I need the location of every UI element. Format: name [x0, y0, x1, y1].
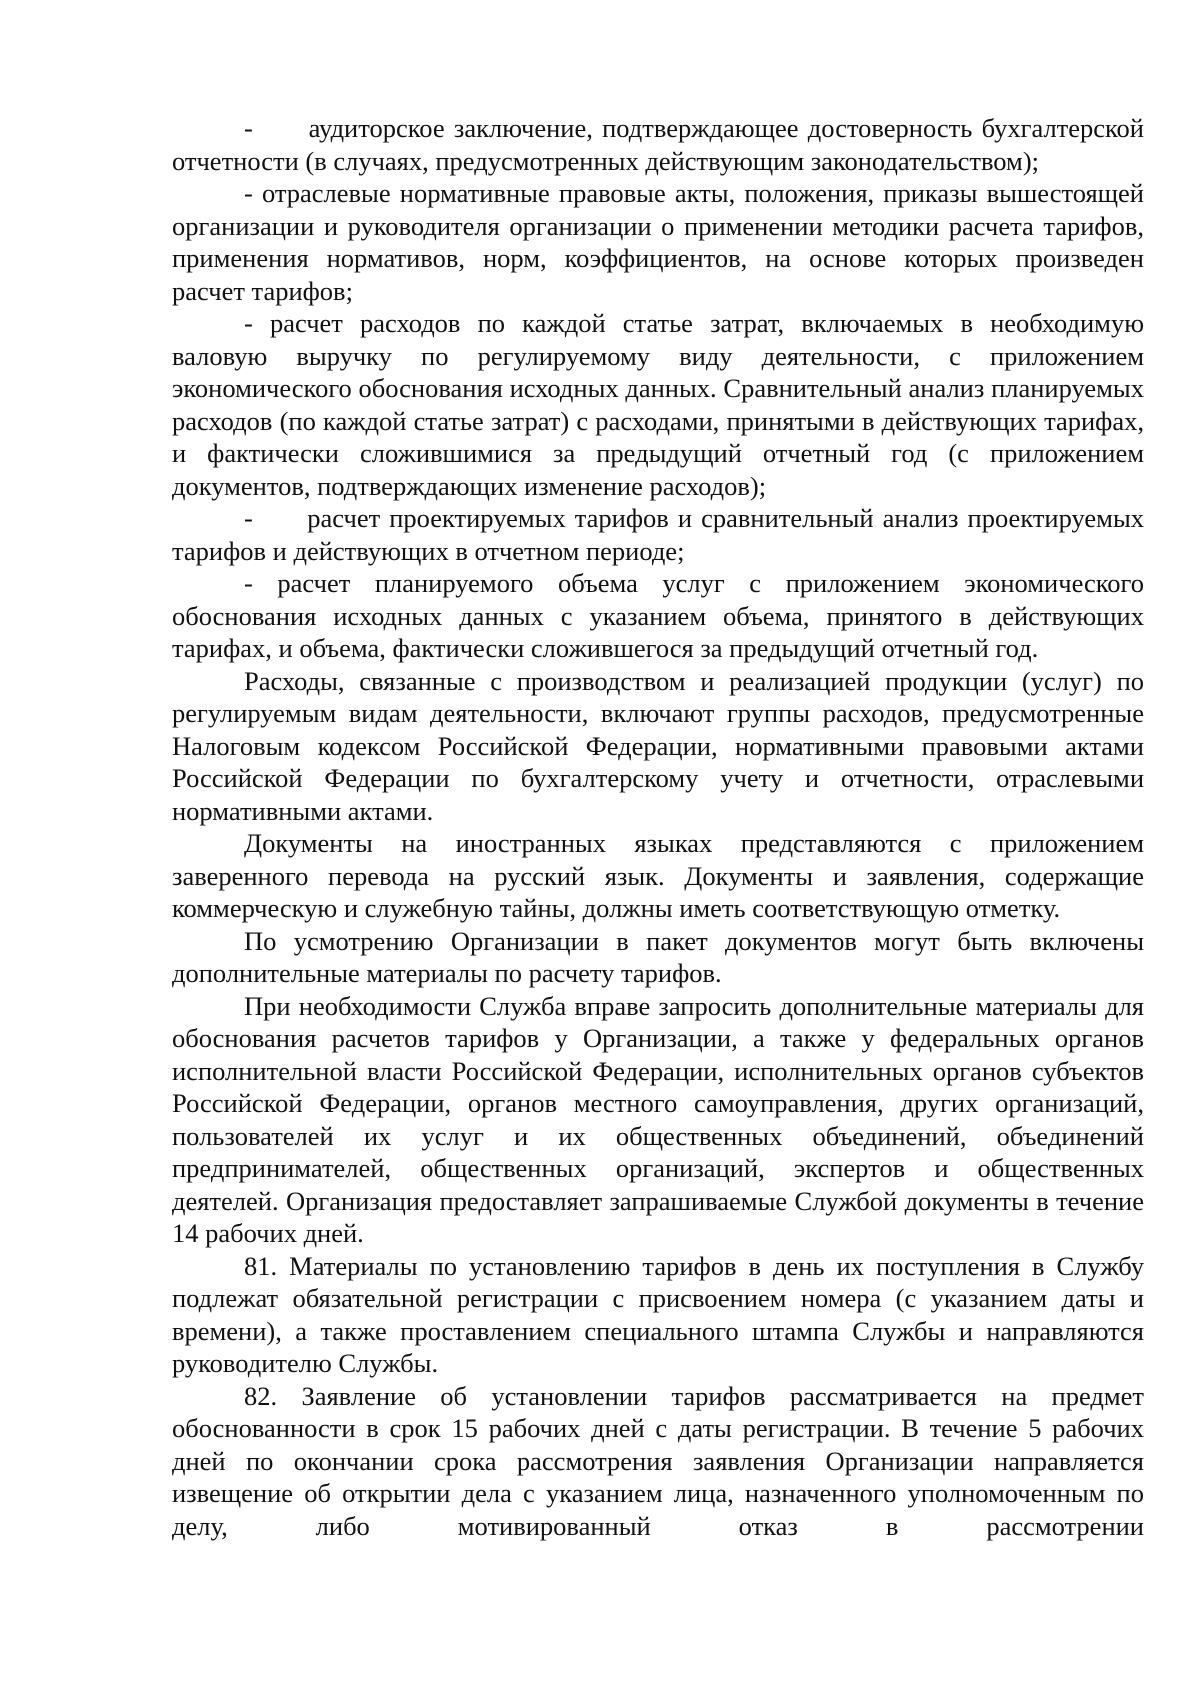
paragraph-service-request: При необходимости Служба вправе запросить дополнительные материалы для обоснования расчетов тарифов у Организации, а также у федеральных органов исполнительной власти Российской Федерации, исполнительных органов субъектов Российской Федерации, органов местного самоуправления, других организаций, пользователей их услуг и их общественных объединений, объединений предпринимателей, общественных организаций, экспертов и общественных деятелей. Организация предоставляет запрашиваемые Службой документы в течение 14 рабочих дней. [172, 990, 1144, 1248]
paragraph-82-review: 82. Заявление об установлении тарифов рассматривается на предмет обоснованности в срок 15 рабочих дней с даты регистрации. В течение 5 рабочих дней по окончании срока рассмотрения заявления Организации направляется извещение об открытии дела с указанием лица, назначенного уполномоченным по делу, либо мотивированный отказ в рассмотрении [172, 1380, 1144, 1541]
paragraph-81-registration: 81. Материалы по установлению тарифов в день их поступления в Службу подлежат обязательной регистрации с присвоением номера (с указанием даты и времени), а также проставлением специального штампа Службы и направляются руководителю Службы. [172, 1250, 1144, 1378]
paragraph-service-volume: - расчет планируемого объема услуг с приложением экономического обоснования исходных данных с указанием объема, принятого в действующих тарифах, и объема, фактически сложившегося за предыдущий отчетный год. [172, 568, 1144, 663]
document-page [172, 112, 1144, 1542]
paragraph-expense-calculation: - расчет расходов по каждой статье затрат, включаемых в необходимую валовую выручку по регулируемому виду деятельности, с приложением экономического обоснования исходных данных. Сравнительный анализ планируемых расходов (по каждой статье затрат) с расходами, принятыми в действующих тарифах, и фактически сложившимися за предыдущий отчетный год (с приложением документов, подтверждающих изменение расходов); [172, 308, 1144, 501]
paragraph-expenses: Расходы, связанные с производством и реализацией продукции (услуг) по регулируемым видам деятельности, включают группы расходов, предусмотренные Налоговым кодексом Российской Федерации, нормативными правовыми актами Российской Федерации по бухгалтерскому учету и отчетности, отраслевыми нормативными актами. [172, 665, 1144, 826]
paragraph-audit-report: - аудиторское заключение, подтверждающее достоверность бухгалтерской отчетности (в случаях, предусмотренных действующим законодательством); [172, 113, 1144, 176]
paragraph-additional-materials: По усмотрению Организации в пакет документов могут быть включены дополнительные материалы по расчету тарифов. [172, 925, 1144, 988]
paragraph-industry-acts: - отраслевые нормативные правовые акты, положения, приказы вышестоящей организации и руководителя организации о применении методики расчета тарифов, применения нормативов, норм, коэффициентов, на основе которых произведен расчет тарифов; [172, 178, 1144, 306]
paragraph-foreign-documents: Документы на иностранных языках представляются с приложением заверенного перевода на русский язык. Документы и заявления, содержащие коммерческую и служебную тайны, должны иметь соответствующую отметку. [172, 828, 1144, 923]
paragraph-tariff-calculation: - расчет проектируемых тарифов и сравнительный анализ проектируемых тарифов и действующих в отчетном периоде; [172, 503, 1144, 566]
